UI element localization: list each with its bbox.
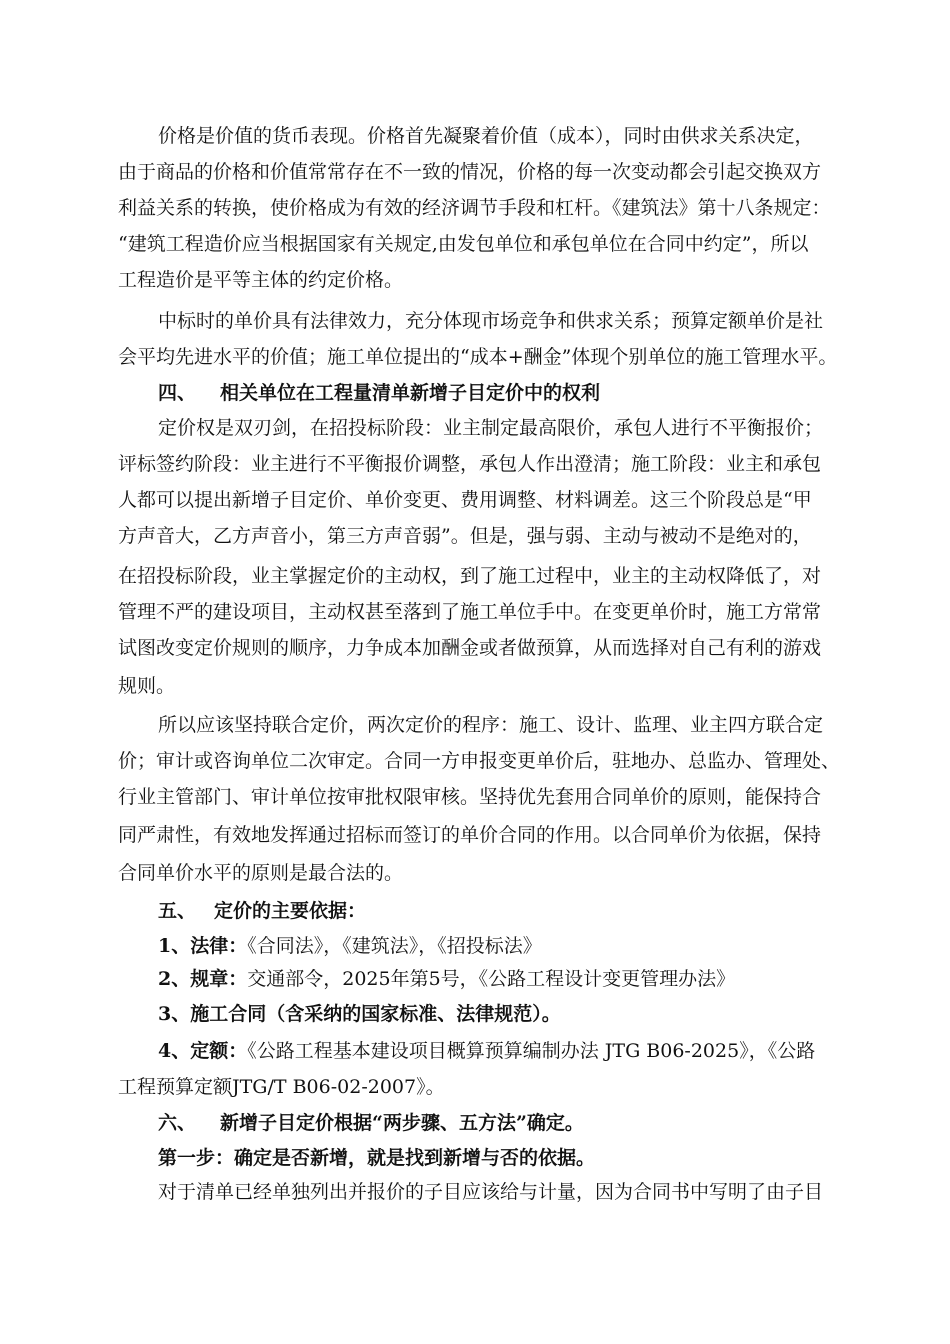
basis-item-4-text: 《公路工程基本建设项目概算预算编制办法 JTG B06-2025》，《公路	[247, 1040, 816, 1062]
para3-line-4: 方声音大，乙方声音小，第三方声音弱”。但是，强与弱、主动与被动不是绝对的，	[118, 525, 812, 547]
para3-line-1: 定价权是双刃剑，在招投标阶段：业主制定最高限价，承包人进行不平衡报价；	[158, 417, 824, 439]
para3-line-2: 评标签约阶段：业主进行不平衡报价调整，承包人作出澄清；施工阶段：业主和承包	[118, 453, 822, 475]
step-1-heading: 第一步：确定是否新增，就是找到新增与否的依据。	[158, 1147, 596, 1169]
heading-6-title: 新增子目定价根据“两步骤、五方法”确定。	[220, 1112, 584, 1134]
para1-line-3: 利益关系的转换，使价格成为有效的经济调节手段和杠杆。《建筑法》第十八条规定：	[118, 197, 831, 219]
basis-item-4-label: 4、定额：	[158, 1040, 248, 1062]
para4-line-1: 所以应该坚持联合定价，两次定价的程序：施工、设计、监理、业主四方联合定	[158, 714, 824, 736]
para2-line-1: 中标时的单价具有法律效力，充分体现市场竞争和供求关系；预算定额单价是社	[158, 310, 824, 332]
para3-line-7: 试图改变定价规则的顺序，力争成本加酬金或者做预算，从而选择对自己有利的游戏	[118, 637, 822, 659]
heading-4-number: 四、	[158, 382, 197, 404]
basis-item-4	[158, 1039, 815, 1063]
section-heading-6	[158, 1111, 584, 1135]
section-heading-4	[158, 381, 600, 405]
para4-line-3: 行业主管部门、审计单位按审批权限审核。坚持优先套用合同单价的原则，能保持合	[118, 786, 822, 808]
heading-6-number: 六、	[158, 1112, 197, 1134]
para3-line-6: 管理不严的建设项目，主动权甚至落到了施工单位手中。在变更单价时，施工方常常	[118, 601, 822, 623]
basis-item-1-label: 1、法律：	[158, 935, 248, 957]
para1-line-2: 由于商品的价格和价值常常存在不一致的情况，价格的每一次变动都会引起交换双方	[118, 161, 822, 183]
para2-line-2: 会平均先进水平的价值；施工单位提出的“成本+酬金”体现个别单位的施工管理水平。	[118, 346, 838, 368]
heading-5-number: 五、	[158, 900, 197, 922]
basis-item-1-text: 《合同法》，《建筑法》，《招投标法》	[247, 935, 542, 957]
para1-line-1: 价格是价值的货币表现。价格首先凝聚着价值（成本），同时由供求关系决定，	[158, 125, 814, 147]
basis-item-1	[158, 934, 542, 958]
para1-line-4: “建筑工程造价应当根据国家有关规定,由发包单位和承包单位在合同中约定”，所以	[118, 233, 809, 255]
basis-item-2	[158, 967, 735, 991]
para4-line-4: 同严肃性，有效地发挥通过招标而签订的单价合同的作用。以合同单价为依据，保持	[118, 824, 822, 846]
basis-item-2-text: 交通部令，2025年第5号，《公路工程设计变更管理办法》	[247, 968, 736, 990]
para3-line-5: 在招投标阶段，业主掌握定价的主动权，到了施工过程中，业主的主动权降低了，对	[118, 565, 822, 587]
basis-item-4-continued: 工程预算定额JTG/T B06-02-2007》。	[118, 1076, 445, 1098]
para3-line-3: 人都可以提出新增子目定价、单价变更、费用调整、材料调差。这三个阶段总是“甲	[118, 489, 812, 511]
section-heading-5	[158, 899, 366, 923]
heading-5-title: 定价的主要依据：	[214, 900, 367, 922]
heading-4-title: 相关单位在工程量清单新增子目定价中的权利	[220, 382, 601, 404]
para4-line-2: 价；审计或咨询单位二次审定。合同一方申报变更单价后，驻地办、总监办、管理处、	[118, 750, 841, 772]
para4-line-5: 合同单价水平的原则是最合法的。	[118, 862, 404, 884]
basis-item-2-label: 2、规章：	[158, 968, 248, 990]
para3-line-8: 规则。	[118, 675, 176, 697]
para5-line-1: 对于清单已经单独列出并报价的子目应该给与计量，因为合同书中写明了由子目	[158, 1181, 824, 1203]
para1-line-5: 工程造价是平等主体的约定价格。	[118, 269, 404, 291]
basis-item-3: 3、施工合同（含采纳的国家标准、法律规范）。	[158, 1003, 561, 1025]
